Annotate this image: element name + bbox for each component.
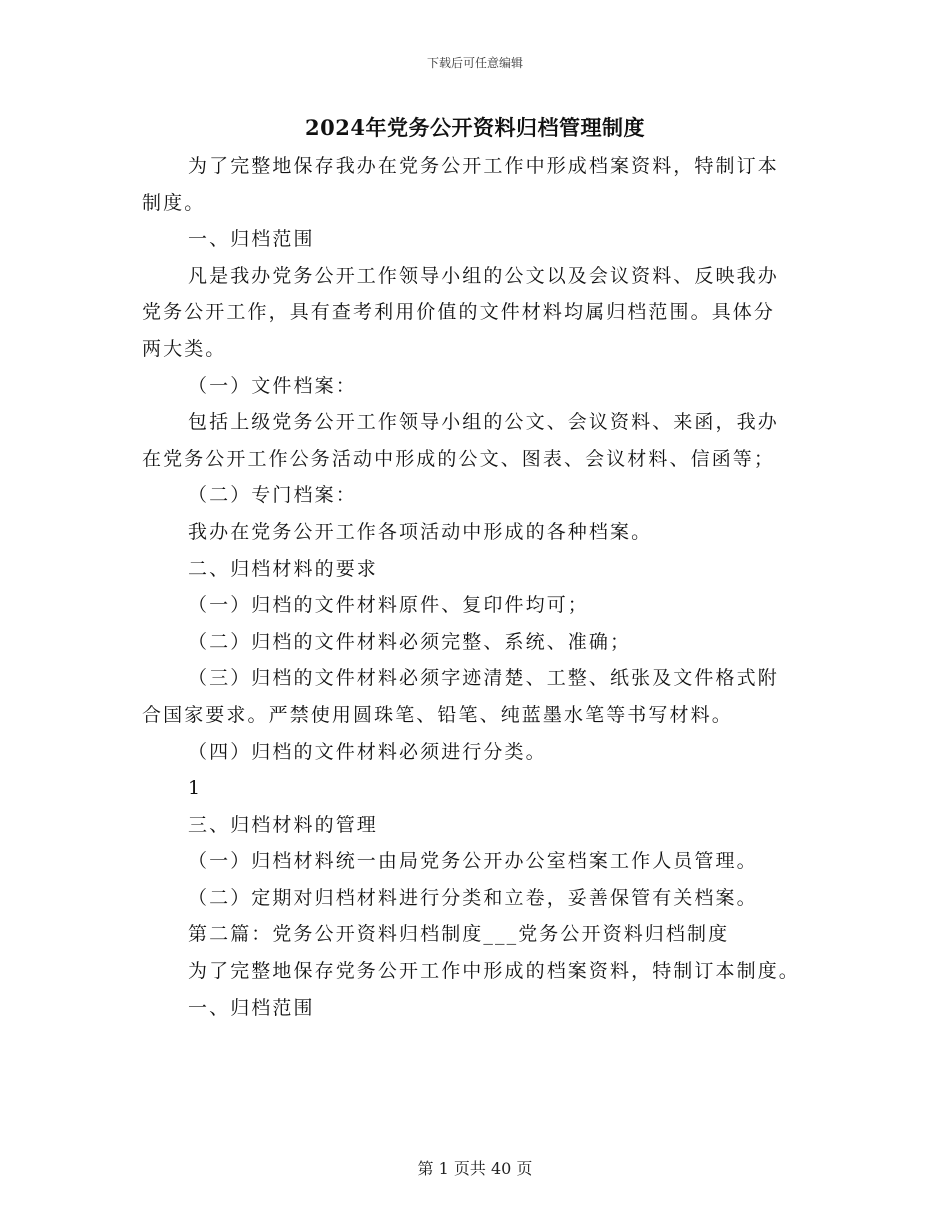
paragraph-line: （一）文件档案：	[188, 374, 357, 397]
paragraph-line: （二）归档的文件材料必须完整、系统、准确；	[188, 630, 632, 653]
paragraph-line: 一、归档范围	[188, 228, 315, 251]
paragraph-line: 三、归档材料的管理	[188, 813, 378, 836]
paragraph-line: 合国家要求。严禁使用圆珠笔、铅笔、纯蓝墨水笔等书写材料。	[142, 703, 733, 726]
header-note: 下载后可任意编辑	[426, 56, 523, 70]
page-footer: 第 1 页共 40 页	[417, 1159, 533, 1178]
paragraph-line: 两大类。	[142, 337, 227, 360]
paragraph-line: 为了完整地保存我办在党务公开工作中形成档案资料，特制订本	[188, 155, 779, 177]
paragraph-line: 凡是我办党务公开工作领导小组的公文以及会议资料、反映我办	[188, 264, 779, 287]
paragraph-line: 我办在党务公开工作各项活动中形成的各种档案。	[188, 520, 653, 543]
paragraph-line: （一）归档的文件材料原件、复印件均可；	[188, 594, 589, 617]
document-title: 2024年党务公开资料归档管理制度	[305, 115, 645, 140]
paragraph-line: 第二篇：党务公开资料归档制度___党务公开资料归档制度	[188, 923, 730, 946]
paragraph-line: 党务公开工作，具有查考利用价值的文件材料均属归档范围。具体分	[142, 301, 776, 324]
paragraph-line: （一）归档材料统一由局党务公开办公室档案工作人员管理。	[188, 850, 758, 873]
paragraph-line: （二）专门档案：	[188, 484, 357, 507]
paragraph-line: 包括上级党务公开工作领导小组的公文、会议资料、来函，我办	[188, 411, 779, 434]
paragraph-line: （三）归档的文件材料必须字迹清楚、工整、纸张及文件格式附	[188, 667, 779, 690]
paragraph-line: 在党务公开工作公务活动中形成的公文、图表、会议材料、信函等；	[142, 447, 776, 470]
paragraph-line: 制度。	[142, 191, 206, 214]
paragraph-line: （二）定期对归档材料进行分类和立卷，妥善保管有关档案。	[188, 886, 758, 909]
paragraph-line: 为了完整地保存党务公开工作中形成的档案资料，特制订本制度。	[188, 960, 800, 983]
paragraph-line: 一、归档范围	[188, 996, 315, 1019]
paragraph-line: 1	[188, 777, 201, 800]
paragraph-line: 二、归档材料的要求	[188, 557, 378, 580]
paragraph-line: （四）归档的文件材料必须进行分类。	[188, 740, 547, 763]
document-body	[142, 148, 822, 1026]
